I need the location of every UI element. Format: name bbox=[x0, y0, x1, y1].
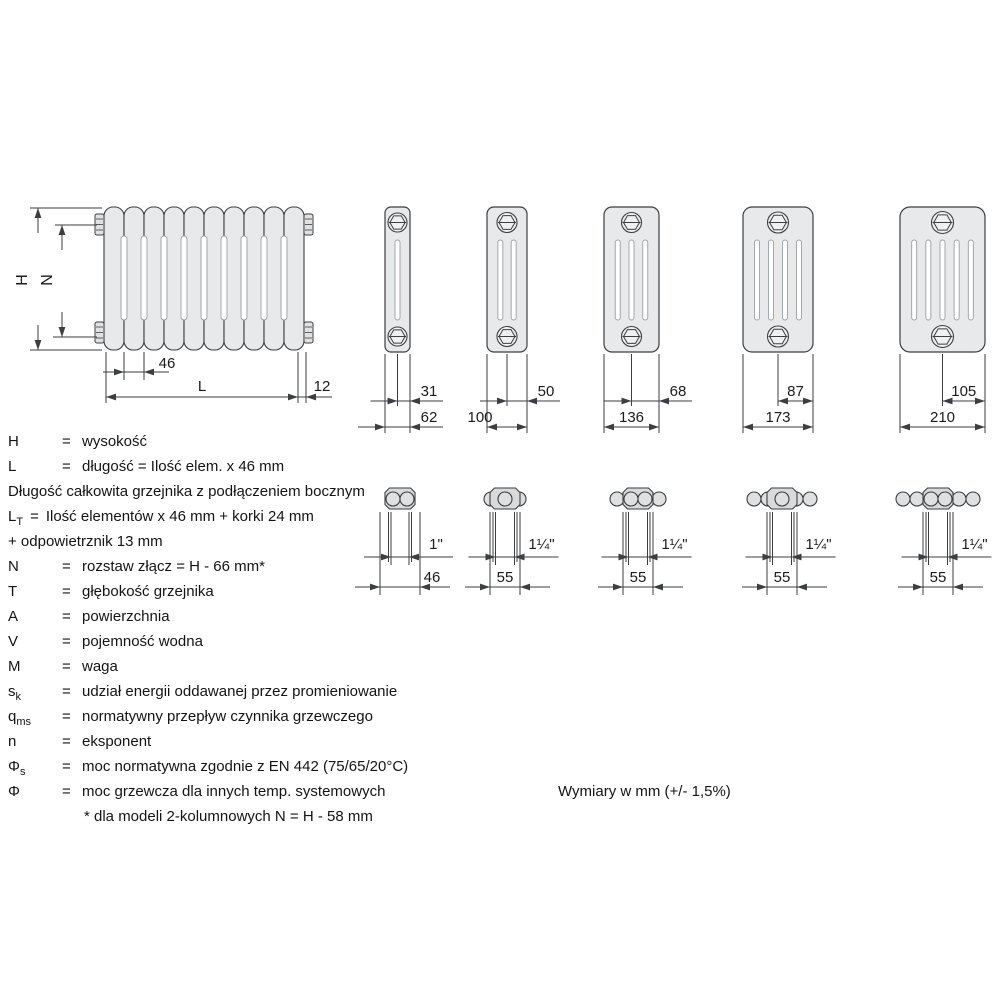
legend-sym-main: q bbox=[8, 708, 17, 725]
length-label: L bbox=[197, 378, 207, 395]
legend-sym bbox=[8, 754, 62, 779]
arrowhead-r bbox=[649, 424, 659, 431]
tube-circle-front bbox=[498, 492, 512, 506]
legend-sym bbox=[8, 654, 62, 679]
air-slot bbox=[629, 240, 634, 320]
cross-section-3-column bbox=[487, 207, 527, 352]
half-width-label: 50 bbox=[537, 383, 555, 400]
arrowhead-r bbox=[114, 369, 124, 376]
legend-desc: wysokość bbox=[82, 433, 148, 450]
legend-eq: = bbox=[62, 658, 71, 675]
legend-eq: = bbox=[30, 508, 39, 525]
tube-circle-front bbox=[624, 492, 638, 506]
element-gap bbox=[261, 236, 267, 320]
legend-desc: Długość całkowita grzejnika z podłączeniem bocznym bbox=[8, 483, 365, 500]
element-gap bbox=[141, 236, 147, 320]
element-gap bbox=[161, 236, 167, 320]
legend-sym bbox=[8, 729, 62, 754]
cross-section-6-column bbox=[900, 207, 985, 352]
element-gap bbox=[281, 236, 287, 320]
legend-sym bbox=[8, 704, 62, 729]
cross-section-3-dimensions bbox=[467, 354, 560, 433]
arrowhead-u bbox=[59, 225, 66, 235]
air-slot bbox=[755, 240, 760, 320]
legend-sym-main: L bbox=[8, 508, 17, 525]
legend-desc: pojemność wodna bbox=[82, 633, 203, 650]
air-slot bbox=[511, 240, 516, 320]
legend-sym-main: A bbox=[8, 608, 19, 625]
arrowhead-l bbox=[520, 584, 530, 591]
legend-sym bbox=[8, 629, 62, 654]
legend-eq: = bbox=[62, 783, 71, 800]
half-width-label: 31 bbox=[420, 383, 438, 400]
hub-width-label: 55 bbox=[929, 569, 947, 586]
cross-section-6-dimensions bbox=[900, 354, 985, 433]
legend-sym-main: Φ bbox=[8, 758, 20, 775]
legend-sym-main: N bbox=[8, 558, 19, 575]
top-view-6-dimensions bbox=[898, 512, 992, 595]
arrowhead-r bbox=[803, 398, 813, 405]
arrowhead-r bbox=[913, 584, 923, 591]
tube-circle-front bbox=[924, 492, 938, 506]
pitch-label: N bbox=[39, 274, 56, 286]
tube-circle-front bbox=[775, 492, 789, 506]
cross-section-2-dimensions bbox=[358, 354, 443, 433]
legend-sym-main: H bbox=[8, 433, 19, 450]
top-view-3-dimensions bbox=[465, 512, 559, 595]
legend-desc: moc normatywna zgodnie z EN 442 (75/65/20°C) bbox=[82, 758, 409, 775]
legend-sym-main: Φ bbox=[8, 783, 20, 800]
arrowhead-d bbox=[59, 327, 66, 337]
thread-label: 1¼" bbox=[528, 536, 555, 553]
end-offset-label: 12 bbox=[313, 378, 331, 395]
dimensions-note: Wymiary w mm (+/- 1,5%) bbox=[558, 783, 731, 800]
air-slot bbox=[940, 240, 945, 320]
connection-boss bbox=[95, 322, 104, 343]
legend-eq: = bbox=[62, 558, 71, 575]
tube-circle bbox=[966, 492, 980, 506]
legend-row-10 bbox=[8, 654, 408, 679]
air-slot bbox=[968, 240, 973, 320]
full-width-label: 100 bbox=[467, 409, 493, 426]
legend-sym bbox=[8, 679, 62, 704]
hub-width-label: 46 bbox=[423, 569, 441, 586]
thread-label: 1¼" bbox=[661, 536, 688, 553]
legend-eq: = bbox=[62, 733, 71, 750]
arrowhead-r bbox=[497, 398, 507, 405]
air-slot bbox=[783, 240, 788, 320]
legend-row-2 bbox=[8, 454, 408, 479]
top-view-6-tubes bbox=[896, 488, 980, 509]
tube-circle-front bbox=[638, 492, 652, 506]
legend-sym-main: T bbox=[8, 583, 18, 600]
legend-row-1 bbox=[8, 429, 408, 454]
top-view-5-tubes bbox=[747, 488, 817, 509]
legend-eq: = bbox=[62, 433, 71, 450]
legend-sym bbox=[8, 604, 62, 629]
arrowhead-r bbox=[288, 394, 298, 401]
arrowhead-d bbox=[35, 340, 42, 350]
legend-row-6 bbox=[8, 554, 408, 579]
legend-sym bbox=[8, 554, 62, 579]
element-gap bbox=[201, 236, 207, 320]
cross-section-2-column bbox=[385, 207, 410, 352]
element-width-label: 46 bbox=[158, 355, 176, 372]
legend-desc: eksponent bbox=[82, 733, 152, 750]
legend-row-16 bbox=[8, 804, 408, 829]
legend-desc: głębokość grzejnika bbox=[82, 583, 214, 600]
legend-sym-main: n bbox=[8, 733, 17, 750]
arrowhead-l bbox=[604, 424, 614, 431]
legend-sym bbox=[8, 508, 24, 528]
legend-row-5 bbox=[8, 529, 408, 554]
legend-sym bbox=[8, 454, 62, 479]
legend-sym-main: V bbox=[8, 633, 19, 650]
legend-sym-sub: s bbox=[19, 766, 26, 778]
tube-circle bbox=[952, 492, 966, 506]
element-gap bbox=[221, 236, 227, 320]
arrowhead-l bbox=[410, 398, 420, 405]
arrowhead-l bbox=[144, 369, 154, 376]
tube-circle bbox=[896, 492, 910, 506]
air-slot bbox=[643, 240, 648, 320]
arrowhead-l bbox=[797, 584, 807, 591]
legend-eq: = bbox=[62, 633, 71, 650]
full-width-label: 210 bbox=[929, 409, 956, 426]
legend-desc: * dla modeli 2-kolumnowych N = H - 58 mm bbox=[84, 808, 373, 825]
air-slot bbox=[797, 240, 802, 320]
hub-width-label: 55 bbox=[629, 569, 647, 586]
element-gap bbox=[241, 236, 247, 320]
arrowhead-r bbox=[975, 424, 985, 431]
top-view-3-tubes bbox=[484, 488, 526, 509]
connection-boss bbox=[304, 322, 313, 343]
arrowhead-r bbox=[975, 398, 985, 405]
arrowhead-l bbox=[653, 584, 663, 591]
arrowhead-l bbox=[659, 398, 669, 405]
air-slot bbox=[912, 240, 917, 320]
legend-desc: powierzchnia bbox=[82, 608, 170, 625]
arrowhead-r bbox=[622, 398, 632, 405]
tube-circle-front bbox=[938, 492, 952, 506]
legend-sym-sub: ms bbox=[16, 716, 32, 728]
tube-circle bbox=[910, 492, 924, 506]
tube-circle bbox=[803, 492, 817, 506]
legend-eq: = bbox=[62, 583, 71, 600]
thread-label: 1¼" bbox=[961, 536, 988, 553]
arrowhead-u bbox=[35, 208, 42, 218]
hub-width-label: 55 bbox=[773, 569, 791, 586]
connection-boss bbox=[304, 214, 313, 235]
full-width-label: 62 bbox=[420, 409, 438, 426]
arrowhead-l bbox=[527, 398, 537, 405]
element-gap bbox=[181, 236, 187, 320]
legend-row-3 bbox=[8, 479, 408, 504]
full-width-label: 136 bbox=[618, 409, 645, 426]
legend-sym bbox=[8, 429, 62, 454]
air-slot bbox=[615, 240, 620, 320]
cross-section-5-dimensions bbox=[743, 354, 813, 433]
legend-row-13 bbox=[8, 729, 408, 754]
legend-sym-sub: k bbox=[15, 691, 21, 703]
legend-eq: = bbox=[62, 458, 71, 475]
arrowhead-r bbox=[517, 424, 527, 431]
air-slot bbox=[954, 240, 959, 320]
legend-row-11 bbox=[8, 679, 408, 704]
half-width-label: 87 bbox=[787, 383, 804, 400]
top-view-4-tubes bbox=[610, 488, 666, 509]
arrowhead-l bbox=[106, 394, 116, 401]
legend-eq: = bbox=[62, 708, 71, 725]
tube-circle bbox=[652, 492, 666, 506]
arrowhead-r bbox=[803, 424, 813, 431]
cross-section-4-column bbox=[604, 207, 659, 352]
legend-eq: = bbox=[62, 608, 71, 625]
legend-sym bbox=[8, 579, 62, 604]
legend-row-9 bbox=[8, 629, 408, 654]
legend-desc: normatywny przepływ czynnika grzewczego bbox=[82, 708, 373, 725]
legend-eq: = bbox=[62, 683, 71, 700]
legend-sym bbox=[8, 779, 62, 804]
legend-row-14 bbox=[8, 754, 408, 779]
arrowhead-r bbox=[613, 584, 623, 591]
half-width-label: 68 bbox=[669, 383, 687, 400]
legend-row-15 bbox=[8, 779, 408, 804]
legend-sym-sub: T bbox=[16, 516, 24, 528]
air-slot bbox=[769, 240, 774, 320]
arrowhead-l bbox=[743, 424, 753, 431]
arrowhead-l bbox=[410, 424, 420, 431]
legend bbox=[8, 429, 408, 829]
legend-desc: długość = Ilość elem. x 46 mm bbox=[82, 458, 285, 475]
legend-desc: + odpowietrznik 13 mm bbox=[8, 533, 163, 550]
legend-desc: Ilość elementów x 46 mm + korki 24 mm bbox=[45, 508, 314, 525]
height-label: H bbox=[14, 274, 31, 286]
legend-row-12 bbox=[8, 704, 408, 729]
legend-eq: = bbox=[62, 758, 71, 775]
air-slot bbox=[926, 240, 931, 320]
legend-sym-main: s bbox=[8, 683, 16, 700]
legend-row-8 bbox=[8, 604, 408, 629]
element-gap bbox=[121, 236, 127, 320]
full-width-label: 173 bbox=[765, 409, 791, 426]
arrowhead-l bbox=[953, 584, 963, 591]
arrowhead-l bbox=[900, 424, 910, 431]
thread-label: 1¼" bbox=[805, 536, 832, 553]
front-view bbox=[104, 207, 304, 350]
top-view-4-dimensions bbox=[598, 512, 692, 595]
air-slot bbox=[498, 240, 503, 320]
arrowhead-r bbox=[757, 584, 767, 591]
tube-circle bbox=[610, 492, 624, 506]
top-view-5-dimensions bbox=[742, 512, 836, 595]
legend-row-4 bbox=[8, 504, 408, 529]
tube-circle bbox=[747, 492, 761, 506]
half-width-label: 105 bbox=[951, 383, 977, 400]
cross-section-4-dimensions bbox=[604, 354, 692, 433]
legend-sym-main: L bbox=[8, 458, 17, 475]
air-slot bbox=[395, 240, 400, 320]
cross-section-5-column bbox=[743, 207, 813, 352]
hub-width-label: 55 bbox=[496, 569, 514, 586]
legend-sym-main: M bbox=[8, 658, 21, 675]
legend-desc: rozstaw złącz = H - 66 mm* bbox=[82, 558, 265, 575]
legend-desc: udział energii oddawanej przez promieniowanie bbox=[82, 683, 398, 700]
thread-label: 1" bbox=[429, 536, 443, 553]
arrowhead-r bbox=[388, 398, 398, 405]
arrowhead-l bbox=[409, 554, 419, 561]
legend-row-7 bbox=[8, 579, 408, 604]
arrowhead-r bbox=[480, 584, 490, 591]
legend-desc: waga bbox=[82, 658, 118, 675]
legend-desc: moc grzewcza dla innych temp. systemowych bbox=[82, 783, 386, 800]
